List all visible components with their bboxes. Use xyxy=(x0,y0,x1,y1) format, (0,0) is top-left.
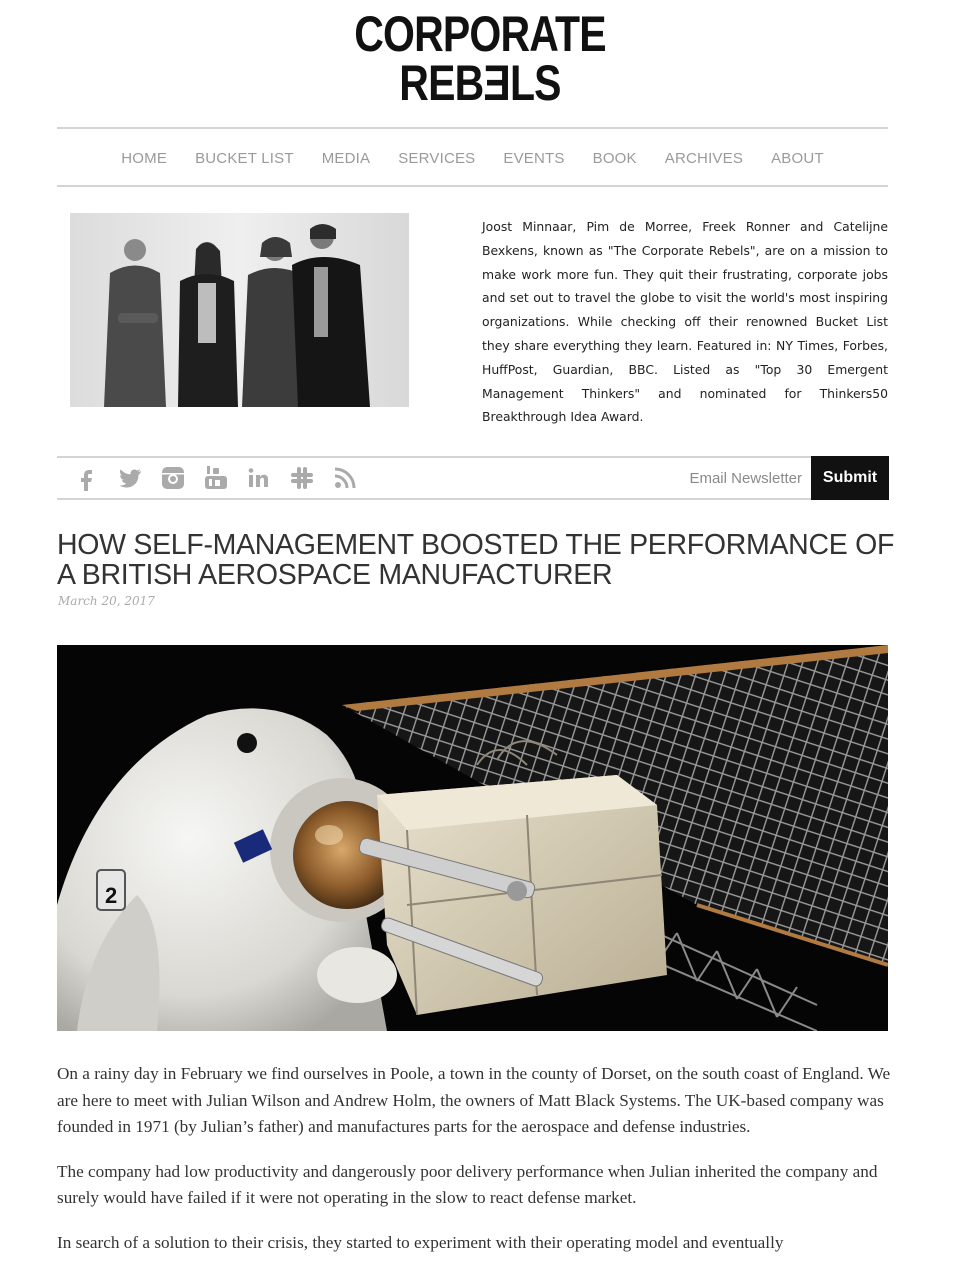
social-bar xyxy=(57,456,888,500)
article-paragraph: In search of a solution to their crisis, they started to experiment with their operating model and eventually xyxy=(57,1232,784,1252)
instagram-icon[interactable] xyxy=(159,464,187,492)
nav-item-about[interactable]: ABOUT xyxy=(771,149,824,167)
intro-text: Joost Minnaar, Pim de Morree, Freek Ronner and Catelijne Bexkens, known as "The Corporate Rebels", are on a mission to make work more fun. They quit their frustrating, corporate jobs and set out to travel the globe to visit the world's most inspiring organizations. While checking off their renowned Bucket List they share everything they learn. Featured in: NY Times, Forbes, HuffPost, Guardian, BBC. Listed as "Top 30 Emergent Management Thinkers" and nominated for Thinkers50 Breakthrough Idea Award. xyxy=(482,219,888,425)
article-paragraph: The company had low productivity and dangerously poor delivery performance when Julian inherited the company and surely would have failed if it were not operating in the slow to react defense market. xyxy=(57,1161,878,1207)
article-date: March 20, 2017 xyxy=(58,594,155,608)
facebook-icon[interactable] xyxy=(73,464,101,492)
slack-icon[interactable] xyxy=(288,464,316,492)
article-body xyxy=(57,1061,895,1274)
nav-item-bucket-list[interactable]: BUCKET LIST xyxy=(195,149,294,167)
nav-item-home[interactable]: HOME xyxy=(121,149,168,167)
newsletter-submit-button[interactable]: Submit xyxy=(811,456,889,500)
linkedin-icon[interactable] xyxy=(245,464,273,492)
site-logo[interactable] xyxy=(86,6,873,111)
main-nav xyxy=(57,130,888,186)
rss-icon[interactable] xyxy=(331,464,359,492)
youtube-icon[interactable] xyxy=(202,464,230,492)
astronaut-badge-number: 2 xyxy=(105,883,118,908)
article-hero-image xyxy=(57,645,888,1031)
twitter-icon[interactable] xyxy=(116,464,144,492)
article-title: HOW SELF-MANAGEMENT BOOSTED THE PERFORMANCE OF A BRITISH AEROSPACE MANUFACTURER xyxy=(57,529,895,591)
nav-bottom-rule xyxy=(57,185,888,187)
nav-item-events[interactable]: EVENTS xyxy=(503,149,565,167)
nav-top-rule xyxy=(57,127,888,129)
nav-item-services[interactable]: SERVICES xyxy=(398,149,476,167)
team-photo xyxy=(70,213,409,407)
article-paragraph: On a rainy day in February we find ourselves in Poole, a town in the county of Dorset, on the south coast of England. We are here to meet with Julian Wilson and Andrew Holm, the owners of Matt Black Systems. The UK-based company was founded in 1971 (by Julian’s father) and manufactures parts for the aerospace and defense industries. xyxy=(57,1064,891,1136)
nav-item-archives[interactable]: ARCHIVES xyxy=(664,149,744,167)
logo-line-2: REBƎLS xyxy=(399,55,561,111)
newsletter-email-input[interactable] xyxy=(662,458,810,498)
nav-item-media[interactable]: MEDIA xyxy=(321,149,371,167)
logo-line-1: CORPORATE xyxy=(354,6,606,62)
social-icons xyxy=(73,464,374,492)
nav-item-book[interactable]: BOOK xyxy=(592,149,637,167)
